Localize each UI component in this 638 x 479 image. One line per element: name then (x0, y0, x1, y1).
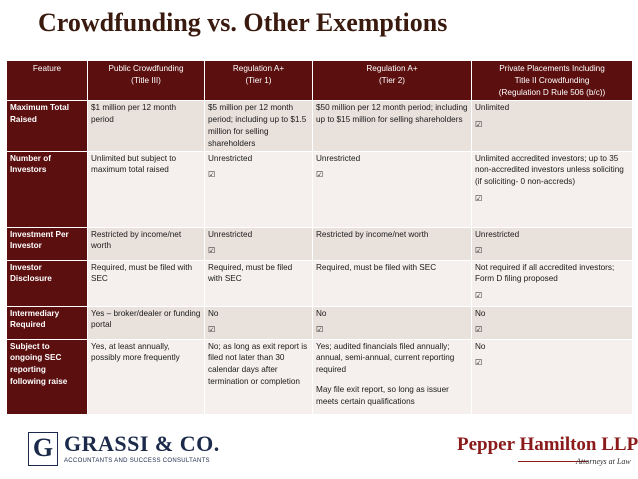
table-body (7, 101, 633, 414)
checkbox-checked-icon: ☑ (475, 246, 483, 256)
checkbox-checked-icon: ☑ (208, 325, 216, 335)
header-public-crowdfunding: Public Crowdfunding (Title III) (88, 61, 205, 101)
cell-text: Required, must be filed with SEC (91, 262, 193, 284)
pepper-hamilton-logo-name: Pepper Hamilton LLP (457, 434, 638, 455)
cell-text: No (208, 308, 219, 318)
checkbox-checked-icon: ☑ (316, 325, 324, 335)
table-row (7, 101, 633, 151)
cell-text: Yes, at least annually, possibly more frequently (91, 341, 180, 363)
feature-cell: Investor Disclosure (7, 260, 88, 306)
table-cell (313, 339, 472, 414)
pepper-hamilton-logo-tagline: Attorneys at Law (576, 457, 631, 466)
table-cell (205, 227, 313, 260)
table-cell (88, 101, 205, 151)
checkbox-checked-icon: ☑ (475, 193, 483, 203)
table-cell (205, 101, 313, 151)
header-private-placements: Private Placements Including Title II Crowdfunding (Regulation D Rule 506 (b/c)) (472, 61, 633, 101)
feature-cell: Investment Per Investor (7, 227, 88, 260)
cell-text: $5 million per 12 month period; including up to $1.5 million for selling shareholders (208, 103, 307, 148)
table-cell (313, 101, 472, 151)
footer (0, 430, 638, 479)
cell-text: Restricted by income/net worth (316, 229, 429, 239)
feature-cell: Subject to ongoing SEC reporting following raise (7, 339, 88, 414)
cell-text: Yes; audited financials filed annually; annual, semi-annual, current reporting required (316, 341, 455, 375)
checkbox-checked-icon: ☑ (475, 325, 483, 335)
table-cell (88, 339, 205, 414)
table-row (7, 260, 633, 306)
header-reg-a-tier1: Regulation A+ (Tier 1) (205, 61, 313, 101)
cell-text: No (316, 308, 327, 318)
table-row (7, 151, 633, 227)
comparison-table (6, 60, 633, 415)
table-row (7, 227, 633, 260)
table-cell (472, 306, 633, 339)
grassi-logo-mark: G (28, 432, 58, 466)
table-cell (205, 151, 313, 227)
cell-text: Required, must be filed with SEC (316, 262, 437, 272)
cell-text: Unrestricted (316, 153, 361, 163)
cell-text-secondary: May file exit report, so long as issuer meets certain qualifications (316, 384, 449, 406)
cell-text: Unlimited (475, 103, 510, 113)
table-cell (205, 306, 313, 339)
table-cell (88, 227, 205, 260)
table-cell (88, 260, 205, 306)
table-row (7, 306, 633, 339)
table-header-row (7, 61, 633, 101)
table-cell (472, 227, 633, 260)
cell-text: No (475, 308, 486, 318)
cell-text: $1 million per 12 month period (91, 103, 177, 125)
cell-text: Unlimited accredited investors; up to 35 non-accredited investors unless soliciting (if soliciting- 0 non-accreds) (475, 153, 624, 187)
table-cell (472, 339, 633, 414)
table-cell (313, 306, 472, 339)
checkbox-checked-icon: ☑ (475, 291, 483, 301)
table-cell (205, 339, 313, 414)
table-row (7, 339, 633, 414)
table-cell (313, 227, 472, 260)
slide-title: Crowdfunding vs. Other Exemptions (38, 8, 448, 37)
cell-text: Restricted by income/net worth (91, 229, 182, 251)
table-cell (88, 306, 205, 339)
grassi-logo-tagline: ACCOUNTANTS AND SUCCESS CONSULTANTS (64, 458, 210, 464)
table-cell (313, 151, 472, 227)
checkbox-checked-icon: ☑ (475, 358, 483, 368)
table-cell (472, 101, 633, 151)
cell-text: Not required if all accredited investors; Form D filing proposed (475, 262, 615, 284)
header-reg-a-tier2: Regulation A+ (Tier 2) (313, 61, 472, 101)
cell-text: Required, must be filed with SEC (208, 262, 293, 284)
cell-text: Unrestricted (208, 153, 253, 163)
cell-text: Unrestricted (208, 229, 253, 239)
table-cell (205, 260, 313, 306)
grassi-logo-name: GRASSI & CO. (64, 431, 220, 456)
header-feature: Feature (7, 61, 88, 101)
checkbox-checked-icon: ☑ (208, 170, 216, 180)
checkbox-checked-icon: ☑ (208, 246, 216, 256)
feature-cell: Number of Investors (7, 151, 88, 227)
checkbox-checked-icon: ☑ (316, 170, 324, 180)
table-cell (313, 260, 472, 306)
table-cell (472, 260, 633, 306)
cell-text: No (475, 341, 486, 351)
feature-cell: Maximum Total Raised (7, 101, 88, 151)
cell-text: Yes – broker/dealer or funding portal (91, 308, 201, 330)
feature-cell: Intermediary Required (7, 306, 88, 339)
cell-text: $50 million per 12 month period; including up to $15 million for selling shareholders (316, 103, 468, 125)
table-cell (88, 151, 205, 227)
cell-text: Unrestricted (475, 229, 520, 239)
table-cell (472, 151, 633, 227)
cell-text: No; as long as exit report is filed not later than 30 calendar days after termination or completion (208, 341, 308, 386)
checkbox-checked-icon: ☑ (475, 120, 483, 130)
cell-text: Unlimited but subject to maximum total raised (91, 153, 177, 175)
